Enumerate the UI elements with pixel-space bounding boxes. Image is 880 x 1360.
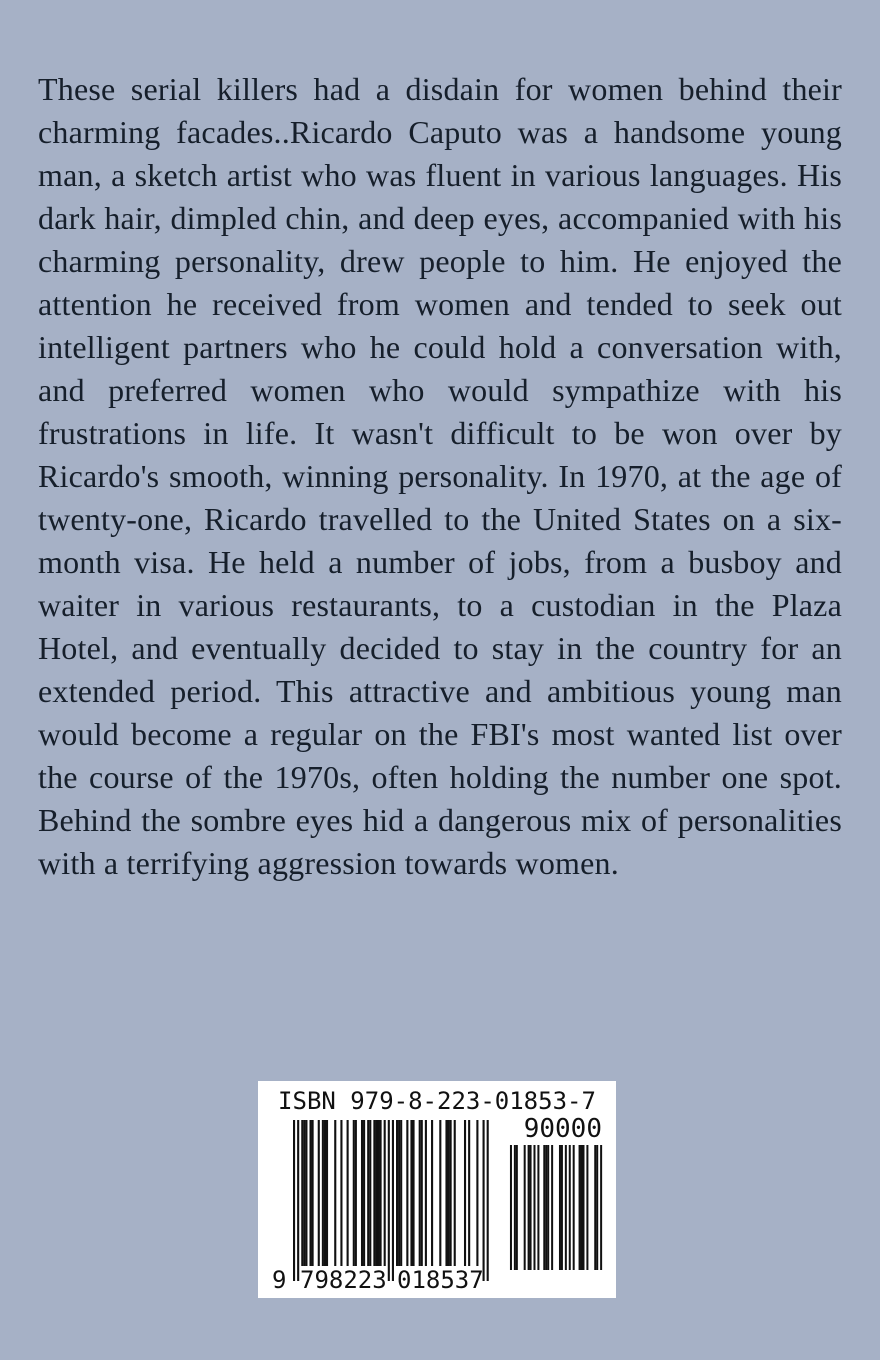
addon-price-code: 90000 — [523, 1114, 602, 1144]
ean13-digit-group: 018537 — [397, 1266, 484, 1294]
back-cover-blurb: These serial killers had a disdain for women behind their charming facades..Ricardo Caputo was a handsome young man, a sketch artist who was fluent in various languages. His dark hair, dimpled chin, and deep eyes, accompanied with his charming personality, drew people to him. He enjoyed the attention he received from women and tended to seek out intelligent partners who he could hold a conversation with, and preferred women who would sympathize with his frustrations in life. It wasn't difficult to be won over by Ricardo's smooth, winning personality. In 1970, at the age of twenty-one, Ricardo travelled to the United States on a six-month visa. He held a number of jobs, from a busboy and waiter in various restaurants, to a custodian in the Plaza Hotel, and eventually decided to stay in the country for an extended period. This attractive and ambitious young man would become a regular on the FBI's most wanted list over the course of the 1970s, often holding the number one spot. Behind the sombre eyes hid a dangerous mix of personalities with a terrifying aggression towards women. — [38, 71, 842, 881]
ean5-addon-barcode — [508, 1145, 603, 1270]
ean13-digits — [258, 1266, 616, 1294]
isbn-barcode-block — [258, 1081, 616, 1298]
ean13-digit-group: 9 — [272, 1266, 287, 1294]
isbn-label: ISBN 979-8-223-01853-7 — [278, 1087, 596, 1115]
ean13-barcode — [293, 1120, 489, 1281]
ean13-digit-group: 798223 — [300, 1266, 387, 1294]
